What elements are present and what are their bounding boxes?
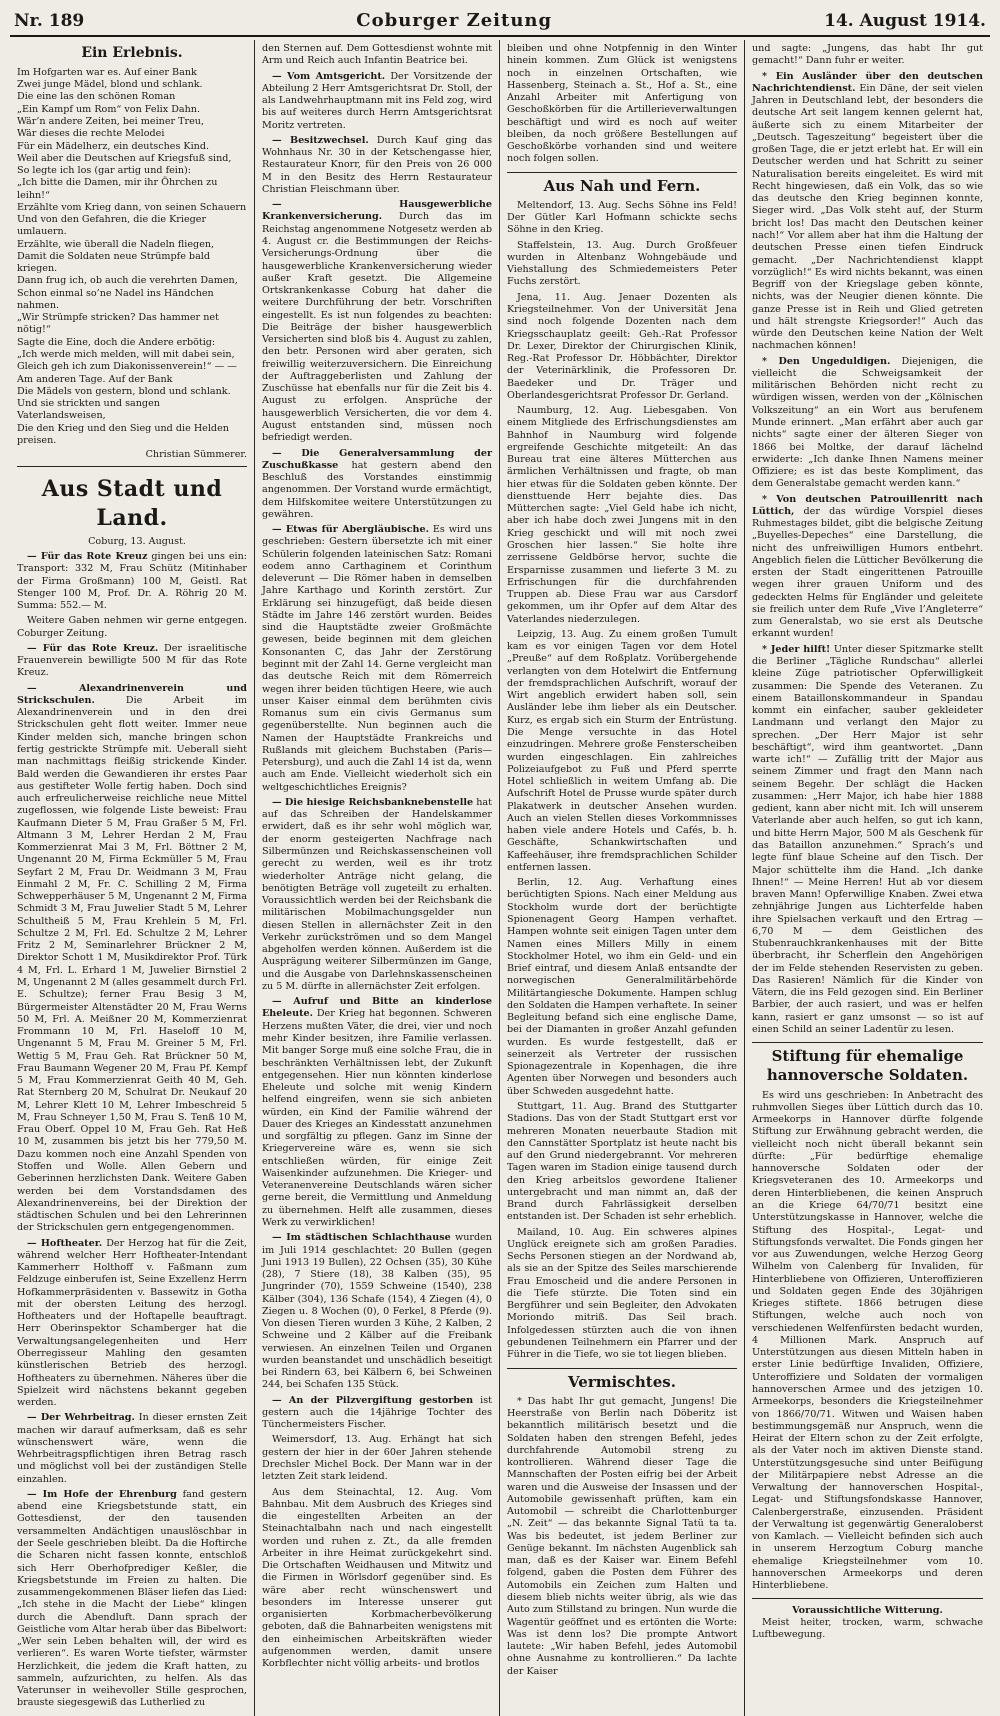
article-paragraph [752, 644, 983, 1037]
article-text: Unter dieser Spitzmarke stellt die Berliner „Tägliche Rundschau“ allerlei kleine Züge patriotischer Opferwilligkeit zusammen: Die Spende des Veteranen. Zu einem Bataillonskommandeur in Spandau kommt ein einfacher, sauber gekleideter Landmann und verlangt den Major zu sprechen. „Der Herr Major ist sehr beschäftigt“, wird ihm geantwortet. „Dann warte ich!“ — Zufällig tritt der Major aus seinem Zimmer und fragt den Mann nach seinem Begehr. Der schlägt die Hacken zusammen: „Herr Major, ich habe hier 1888 gedient, kann aber nicht mit. Ich will unserem Vaterlande aber auch helfen, so gut ich kann, und bitte Herrn Major, 500 M als Geschenk für das Bataillon anzunehmen.“ Sprach’s und legte fünf blaue Scheine auf den Tisch. Der Major schüttelte ihm die Hand. „Ich danke Ihnen!“ — Meine Herren! Hut ab vor diesem braven Mann! Opferwillige Knaben. Zwei etwa zehnjährige Jungen aus Lichterfelde haben ihre Spielsachen verkauft und den Ertrag — 6,70 M — dem Geistlichen des Stubenrauchkrankenhauses mit der Bitte überbracht, ihr Scherflein den Angehörigen der im Felde stehenden Reservisten zu geben. Das Rasieren! Nämlich für die Kinder von Vätern, die ins Feld gezogen sind. Ein Berliner Barbier, der auch rasiert, und was er helfen kann, rasiert er ganz umsonst — so ist auf einen Schild an seiner Ladentür zu lesen. [752, 643, 983, 1035]
article-heading: * Den Ungeduldigen. [762, 355, 891, 367]
article-heading: * Jeder hilft! [762, 643, 831, 655]
poem-line: Im Hofgarten war es. Auf einer Bank [17, 66, 197, 78]
article-paragraph: bleiben und ohne Notpfennig in den Winter hinein kommen. Zum Glück ist wenigstens noch in einzelnen Ortschaften, wie Hassenberg, Steinach a. St., Hof a. St., eine Anzahl Arbeiter mit Anfertigung von Geschoßkörben für die Artillerieverwaltungen beschäftigt und wird es noch auf weiter bleiben, da noch größere Bestellungen auf Geschoßkörbe vorhanden sind und weitere noch folgen sollen. [507, 43, 737, 165]
poem-line: Dann frug ich, ob auch die verehrten Damen, [17, 275, 238, 287]
article-heading: — Im städtischen Schlachthause [272, 1232, 451, 1244]
poem-line: Und sie strickten und sangen Vaterlandsweisen, [17, 398, 160, 422]
article-text: Es wird uns geschrieben: Gestern übersetzte ich mit einer Schülerin folgenden lateinischen Satz: Romani eodem anno Carthaginem et Corinthum deleverunt — Die Römer haben in demselben Jahre Karthago und Korinth zerstört. Zur Erklärung sei hinzugefügt, daß beide diesen Städte im Jahre 146 zerstört wurden. Beides sind die Hauptstädte zweier Großmächte gewesen, beide beginnen mit dem gleichen Konsonanten C, das Jahr der Zerstörung beginnt mit der Zahl 14. Gerne vergleicht man das deutsche Reich mit dem Römerreich wegen ihrer beiden tüchtigen Heere, wie auch unser Kaiser einmal dem berühmten civis Romanus sum ein civis Germanus sum gegenüberstellte. Nun beginnen auch die Namen der Hauptstädte Frankreichs und Rußlands mit gleichem Buchstaben (Paris—Petersburg), und auch die Zahl 14 ist da, wenn auch am Ende. Vielleicht wiederholt sich ein weltgeschichtliches Ereignis? [262, 524, 492, 793]
article-text: Der Herzog hat für die Zeit, während welcher Herr Hoftheater-Intendant Kammerherr Holthoff v. Faßmann zum Feldzuge einberufen ist, Seine Exzellenz Herrn Hofkammerpräsidenten v. Bassewitz in Gotha mit der obersten Leitung des herzogl. Hoftheaters und der Hoftapelle beauftragt. Herr Oberinspektor Schamberger hat die Verwaltungsangelegenheiten und Herr Oberregisseur Mahling den gesamten künstlerischen Betrieb des herzogl. Hoftheaters zu übernehmen. Näheres über die Spielzeit wird nächstens bekannt gegeben werden. [17, 1237, 247, 1409]
poem [17, 67, 247, 462]
article-paragraph [17, 683, 247, 1235]
article-paragraph: Berlin, 12. Aug. Verhaftung eines berüchtigten Spions. Nach einer Meldung aus Stockholm wurde dort der berüchtigte Spionenagent Georg Hampen verhaftet. Hampen wohnte seit einigen Tagen unter dem Namen eines Millers Milly in einem Stockholmer Hotel, wo ihm ein Geld- und ein Brief eintraf, und diesem Anlaß entsandte der norwegischen Generalmilitärbehörde Militärtangiesche Dokumente. Hampen schlug den Soldaten die Hampen verhaftete. In seiner Begleitung befand sich eine englische Dame, bei der Diamanten in großer Anzahl gefunden wurden. Es wurde festgestellt, daß er seinerzeit als Vertreter der russischen Spionagezentrale in Kopenhagen, die ihre Agenten über Norwegen und besonders auch über Schweden ausgedehnt hatte. [507, 877, 737, 1097]
poem-line: Sagte die Eine, doch die Andere erbötig: [17, 336, 216, 348]
article-text: gingen bei uns ein: Transport: 332 M, Frau Schütz (Mitinhaber der Firma Großmann) 100 M, Geistl. Rat Stenger 100 M, Prof. Dr. A. Röhrig 20 M. Summa: 552.— M. [17, 550, 247, 612]
article-paragraph: Stuttgart, 11. Aug. Brand des Stuttgarter Stadions. Das von der Stadt Stuttgart erst vor mehreren Monaten neuerbaute Stadion mit den Cannstätter Sportplatz ist heute nacht bis auf den Grund niedergebrannt. Vor mehreren Tagen waren im Stadion einige tausend durch den Krieg arbeitslos gewordene Italiener untergebracht und man nimmt an, daß der Brand durch Fahrlässigkeit derselben entstanden ist. Der Schaden ist sehr erheblich. [507, 1100, 737, 1223]
poem-line: Wär dieses die rechte Melodei [17, 128, 165, 140]
poem-author: Christian Sümmerer. [145, 449, 247, 461]
article-paragraph: Staffelstein, 13. Aug. Durch Großfeuer wurden in Altenbanz Wohngebäude und Viehstallung des Schmiedemeisters Peter Fuchs zerstört. [507, 239, 737, 288]
divider [17, 466, 247, 467]
article-text: Die Arbeit im Alexandrinenverein und in den drei Strickschulen geht flott weiter. Immer neue Kinder melden sich, manche bringen schon fertig gestrickte Strümpfe mit. Ueberall sieht man nachmittags fleißig strickende Kinder. Bald werden die Gewandieren ihr erstes Paar aus gestifteter Wolle fertig haben. Doch sind auch erfreulicherweise reichliche neue Mittel zugeflossen, wie folgende Liste beweist: Frau Kaufmann Dieter 5 M, Frau Graßer 5 M, Frl. Altmann 3 M, Lehrer Herdan 2 M, Frau Kommerzienrat Mai 3 M, Frl. Böttner 2 M, Ungenannt 20 M, Firma Eckmüller 5 M, Frau Seyfart 2 M, Frau Dr. Weidmann 3 M, Frau Einmahl 2 M, Fr. C. Schilling 2 M, Firma Schwepperhäuser 5 M, Ungenannt 2 M, Firma Schmidt 3 M, Frau Juwelier Stadt 5 M, Lehrer Schultheiß 5 M, Frau Krehlein 5 M, Frl. Schultze 2 M, Frl. Ed. Schultze 2 M, Lehrer Fritz 2 M, Seminarlehrer Brückner 2 M, Direktor Schott 1 M, Musikdirektor Prof. Türk 4 M, Frl. L. Erhard 1 M, Juwelier Birnstiel 2 M, Ungenannt 2 M (alles gesammelt durch Frl. E. Schultze); ferner Frau Besig 3 M, Bürgermeister Altenstädter 20 M, Frau Werns 50 M, Frl. A. Meißner 20 M, Kommerzienrat Frommann 10 M, Frl. Haseloff 10 M, Ungenannt 5 M, Frau M. Greiner 5 M, Frl. Wettig 5 M, Frau Geh. Rat Brückner 50 M, Frau Baumann Wegener 20 M, Frau Pf. Kempf 5 M, Frau Kommerzienrat Geith 40 M, Geh. Rat Sternberg 20 M, Schulrat Dr. Neukauf 20 M, Lehrer Klett 10 M, Lehrer Imbeschreid 5 M, Frau Schneyer 1,50 M, Frau S. Tenß 10 M, Frau Oberf. Oppel 10 M, Frau Geh. Rat Heß 10 M, zusammen bis jetzt bis her 779,50 M. Dazu kommen noch eine Anzahl Spenden von Stoffen und Wolle. Allen Gebern und Geberinnen herzlichsten Dank. Weitere Gaben werden bei dem Vorstandsdamen des Alexandrinenvereins, bei der Direktion der städtischen Schulen und bei den Lehrerinnen der Strickschulen gern entgegengenommen. [17, 694, 247, 1234]
poem-line: „Wir Strümpfe stricken? Das hammer net nötig!“ [17, 312, 219, 336]
masthead [10, 8, 990, 37]
poem-line: „Ich bitte die Damen, mir ihr Öhrchen zu leihn!“ [17, 177, 218, 201]
divider [752, 1598, 983, 1599]
columns [10, 40, 990, 1709]
article-paragraph [752, 71, 983, 353]
article-text: Der Vorsitzende der Abteilung 2 Herr Amtsgerichtsrat Dr. Stoll, der als Landwehrhauptmann mit ins Feld zog, wird bis auf weiteres durch Herrn Amtsgerichtsrat Moritz vertreten. [262, 70, 492, 131]
article-paragraph [262, 1395, 492, 1432]
column-3 [500, 40, 745, 1716]
article-text: Ein Däne, der seit vielen Jahren in Deutschland lebt, der besonders die deutsche Art seit langem kennen gelernt hat, äußerte sich zu einem Mitarbeiter der „Deutsch. Tageszeitung“ begeistert über die großen Tage, die er jetzt erlebt hat. Er will ein Deutscher werden und hat Schritt zu seiner Naturalisation bereits eingeleitet. Es wird mit Recht hingewiesen, daß ein Volk, das so wie das deutsche den Krieg beginnen konnte, Sieger wird. „Das Volk steht auf, der Sturm bricht los! Das macht den Deutschen keiner nach!“ Vor allem aber hat ihm die Haltung der deutschen Presse einen tiefen Eindruck gemacht. „Der Nachrichtendienst klappt vorzüglich!“ Es wird nichts bekannt, was einen Begriff von der Kriegslage geben könnte, nichts, was der Neugier dienen könnte. Die ganze Presse ist in Reih und Glied getreten und hält strengste Kriegsorder!“ Auch das würde den Deutschen keine Nation der Welt nachmachen können! [752, 82, 983, 352]
article-paragraph [17, 1238, 247, 1410]
article-heading: — Die hiesige Reichsbanknebenstelle [272, 796, 474, 808]
article-paragraph: Weimersdorf, 13. Aug. Erhängt hat sich gestern der hier in der 60er Jahren stehende Drechsler Michel Bock. Der Mann war in der letzten Zeit stark leidend. [262, 1434, 492, 1483]
poem-line: Weil aber die Deutschen auf Kriegsfuß sind, [17, 152, 232, 164]
poem-line: Die den Krieg und den Sieg und die Helden preisen. [17, 422, 229, 446]
article-paragraph [262, 1232, 492, 1391]
article-paragraph: * Das habt Ihr gut gemacht, Jungens! Die Heerstraße von Berlin nach Döberitz ist bekanntlich militärisch besetzt und die Soldaten haben den strengen Befehl, jedes durchfahrende Automobil streng zu kontrollieren. Während dieser Tage die Mannschaften der Posten eifrig bei der Arbeit waren und die Ausweise der Insassen und der Automobile gewissenhaft prüften, kam ein Automobil — schreibt die Charlottenburger „N. Zeit“ — das bekannte Signal Tatü ta ta. Was bis bedeutet, ist jedem Berliner zur Genüge bekannt. Im nächsten Augenblick sah man, daß es der Kaiser war. Einem Befehl folgend, gaben die Posten dem Führer des Automobils ein Zeichen zum Halten und diesem blieb nichts weiter übrig, als wie das Auto zum Stillstand zu bringen. Nun wurde die Wagentür geöffnet und es ertönten die Worte: Was ist denn los? Die prompte Antwort lautete: „Wir haben Befehl, jedes Automobil ohne Ausnahme zu kontrollieren.“ Da lachte der Kaiser [507, 1395, 737, 1677]
article-paragraph: Mailand, 10. Aug. Ein schweres alpines Unglück ereignete sich am großen Paradies. Sechs Personen stiegen an der Nordwand ab, als sie an der Spitze des Seiles marschierende Frau Emoscheid und die andere Personen in die Tiefe stürzte. Die Toten sind ein Bergführer und sein Begleiter, den Advokaten Moriondo mitriß. Das Seil brach. Infolgedessen stürzten auch die von ihnen gebundenen Teilnehmern ein Pfarrer und der Führer in die Tiefe, wo sie tot liegen blieben. [507, 1226, 737, 1361]
article-paragraph [262, 135, 492, 196]
article-paragraph [17, 551, 247, 612]
poem-line: Und von den Gefahren, die die Krieger umlauern. [17, 214, 207, 238]
article-paragraph [262, 524, 492, 794]
section-title: Aus Nah und Fern. [507, 172, 737, 196]
article-paragraph [17, 643, 247, 680]
section-title: Vermischtes. [507, 1368, 737, 1392]
newspaper-name: Coburger Zeitung [356, 10, 553, 31]
article-text: Der Krieg hat begonnen. Schweren Herzens mußten Väter, die drei, vier und noch mehr Kinder besitzen, ihre Familie verlassen. Mit banger Sorge muß eine solche Frau, die in beschränkten Verhältnissen lebt, der Zukunft entgegensehen. Hier nun könnten kinderlose Eheleute und solche mit wenig Kindern helfend eingreifen, wenn sie sich anbieten würden, ein Kind der Familie während der Dauer des Krieges an Kindesstatt anzunehmen und sorgfältig zu pflegen. Ganz im Sinne der Kriegervereine wäre es, wenn sie sich entschließen würden, für einige Zeit Waisenkinder aufzunehmen. Die Krieger- und Veteranenvereine Deutschlands wären sicher gerne bereit, die Vermittlung und Anmeldung zu übernehmen. Helft alle zusammen, dieses Werk zu verwirklichen! [262, 1008, 492, 1228]
article-heading: * Ein Ausländer über den deutschen Nachrichtendienst. [752, 70, 983, 94]
article-heading: — Besitzwechsel. [272, 134, 369, 146]
issue-date: 14. August 1914. [824, 11, 986, 31]
poem-line: „Ich werde mich melden, will mit dabei sein, [17, 349, 235, 361]
article-title: Stiftung für ehemalige hannoversche Soldaten. [752, 1042, 983, 1085]
poem-line: Erzählte vom Krieg dann, von seinen Schauern [17, 201, 247, 213]
article-heading: — Hausgewerbliche Krankenversicherung. [262, 199, 492, 223]
poem-line: Wär’n andere Zeiten, bei meiner Treu, [17, 115, 205, 127]
article-text: fand gestern abend eine Kriegsbetstunde statt, ein Gottesdienst, der den tausenden versammelten Andächtigen unauslöschbar in der Seele geschrieben bleibt. Da die Hoftirche die Scharen nicht fassen konnte, entschloß sich Herr Oberhofprediger Keßler, die Kriegsbetstunde im Freien zu halten. Die zusammengekommenen Bläser liefen das Lied: „Ich stehe in die Macht der Liebe“ klingen durch die Abendluft. Dann sprach der Geistliche vom Altar herab über das Bibelwort: „Wer sein Leben behalten will, der wird es verlieren“. Es waren Worte tiefster, wärmster Herzlichkeit, die jedem die Kraft hatten, zu sammeln, aufzurichten, zu helfen. Als das Vaterunser in weihevoller Stille gesprochen, brauste siegesgewiß das Lutherlied zu [17, 1488, 247, 1709]
poem-line: Die eine las den schönen Roman [17, 91, 176, 103]
weather-forecast: Meist heiter, trocken, warm, schwache Luftbewegung. [752, 1616, 983, 1641]
article-heading: — Für das Rote Kreuz. [27, 642, 159, 654]
article-text: der das würdige Vorspiel dieses Ruhmestages bildet, gibt die belgische Zeitung „Buyelles-Depeches“ eine Darstellung, die nicht des unfreiwilligen Humors entbehrt. Angeblich fielen die Lütticher Bevölkerung die ersten der Stadt eingerittenen Patrouille wegen ihrer grauen Uniform und des gedeckten Helms für Engländer und geleitete sie freilich unter dem Rufe „Vive l’Angleterre“ zum Generalstab, wo sie erst als Deutsche erkannt wurden! [752, 505, 983, 640]
article-paragraph: den Sternen auf. Dem Gottesdienst wohnte mit Arm und Reich auch Infantin Beatrice bei. [262, 43, 492, 67]
article-paragraph: Aus dem Steinachtal, 12. Aug. Vom Bahnbau. Mit dem Ausbruch des Krieges sind die eingestellten Arbeiten an der Steinachtalbahn nach und nach eingestellt worden und ruhen z. Zt., da alle fremden Arbeiter in ihre Heimat zurückgekehrt sind. Die Ortschaften Weidhausen und Mitwitz und die Firmen in Wörlsdorf gegenüber sind. Es wäre aber recht wünschenswert und besonders im Interesse unserer gut organisierten Korbmacherbevölkerung geboten, daß die Bahnarbeiten wenigstens mit den einheimischen Arbeitskräften wieder aufgenommen werden, damit unsere Korbflechter nicht völlig arbeits- und brotlos [262, 1486, 492, 1670]
article-heading: — Für das Rote Kreuz [27, 550, 148, 562]
article-heading: — Der Wehrbeitrag. [27, 1412, 135, 1424]
poem-line: Zwei junge Mädel, blond und schlank. [17, 79, 203, 91]
poem-line: Gleich geh ich zum Diakonissenverein!“ — — [17, 361, 237, 373]
article-text: Durch Kauf ging das Wohnhaus Nr. 30 in der Ketschengasse hier, Restaurateur Knorr, für den Preis von 26 000 M in den Besitz des Herrn Restaurateur Christian Fleischmann über. [262, 134, 492, 195]
poem-title: Ein Erlebnis. [81, 45, 183, 61]
column-2 [255, 40, 500, 1716]
poem-line: Am anderen Tage. Auf der Bank [17, 373, 173, 385]
poem-line: Schon einmal so’ne Nadel ins Händchen nahmen. [17, 287, 214, 311]
article-heading: — Die Generalversammlung der Zuschußkasse [262, 447, 492, 471]
article-paragraph: Meltendorf, 13. Aug. Sechs Söhne ins Feld! Der Gütler Karl Hofmann schickte sechs Söhne in den Krieg. [507, 199, 737, 236]
article-text: Diejenigen, die vielleicht die Schweigsamkeit der militärischen Behörden nicht recht zu würdigen wissen, werden von der „Kölnischen Volkszeitung“ an ein Wort aus berufenem Munde erinnert. „Man erfährt aber auch gar nichts“ sagte einer der älteren Sieger von 1866 bei Moltke, der darauf lächelnd erwiderte: „Ich danke Ihnen Namens meiner Offiziere; es ist das beste Kompliment, das dem Generalstabe gemacht werden kann.“ [752, 355, 983, 490]
article-text: hat auf das Schreiben der Handelskammer erwidert, daß es ihr sehr wohl möglich war, der enorm gesteigerten Nachfrage nach Silbermünzen und Reichskassenscheinen voll gerecht zu werden, weil es ihr trotz wiederholter Anträge nicht gelang, die benötigten Beträge voll zugeteilt zu erhalten. Voraussichtlich werden bei der Reichsbank die militärischen Mobilmachungsgelder nun diesen Stellen in allernächster Zeit in den Verkehr zurückströmen und so dem Mangel abgeholfen werden können. Außerdem ist die Ausprägung weiterer Silbermünzen im Gange, und die Ausgabe von Darlehnskassenscheinen zu 5 M. dürfte in allernächster Zeit erfolgen. [262, 796, 492, 992]
article-paragraph [262, 797, 492, 993]
dateline: Coburg, 13. August. [88, 535, 186, 547]
article-paragraph: Jena, 11. Aug. Jenaer Dozenten als Kriegsteilnehmer. Von der Universität Jena sind noch folgende Dozenten nach dem Kriegsschauplatz geeilt: Geh.-Rat Professor Dr. Lexer, Direktor der Chirurgischen Klinik, Reg.-Rat Professor Dr. Höbbächter, Direktor der Veterinärklinik, die Professoren Dr. Baedeker und Dr. Träger und Oberlandesgerichtsrat Professor Dr. Gerland. [507, 291, 737, 401]
article-paragraph [17, 1489, 247, 1710]
poem-line: Für ein Mädelherz, ein deutsches Kind. [17, 140, 210, 152]
article-text: Der israelitische Frauenverein bewilligte 500 M für das Rote Kreuz. [17, 642, 247, 679]
poem-line: „Ein Kampf um Rom“ von Felix Dahn. [17, 103, 201, 115]
article-paragraph: Es wird uns geschrieben: In Anbetracht des ruhmvollen Sieges über Lüttich durch das 10. Armeekorps in Hannover dürfte folgende Stiftung zur Erwähnung gebracht werden, die vielleicht noch nicht überall bekannt sein dürfte: „Für bedürftige ehemalige hannoversche Soldaten oder der Kriegsveteranen des 10. Armeekorps und deren Hinterbliebenen, die keinen Anspruch an die Kriege 64/70/71 besitzt eine Unterstützungskasse in Hannover, welche die Stiftung des Hospital-, Legat- und Stiftungsfonds verwaltet. Die Fonds gingen her vor aus Zuwendungen, welche Herzog Georg Wilhelm von Calenberg für Invaliden, für Hinterbliebene von Offizieren, Unteroffizieren und Soldaten gegen Ende des 30jährigen Krieges stiftete. 1866 betrugen diese Stiftungen, welche auch noch von verschiedenen Welfenfürsten bedacht wurden, 4 Millionen Mark. Anspruch auf Unterstützungen aus diesen Mitteln haben in erster Linie bedürftige Invaliden, Offiziere, Unteroffiziere und Soldaten der vormaligen hannoverschen Armee und des jetzigen 10. Armeekorps, besonders die Kriegsteilnehmer von 1866/70/71. Witwen und Waisen haben bestimmungsgemäß nur Anspruch, wenn die Heirat der Eltern schon zu der Zeit erfolgte, als der Vater noch im aktiven Dienste stand. Unterstützungsgesuche sind unter Beifügung der Militärpapiere nebst Adresse an die Verwaltung der hannoverschen Hospital-, Legat- und Stiftungsfondskasse Hannover, Calenbergerstraße, einzusenden. Präsident der Verwaltung ist gegenwärtig Generaloberst von Kamlach. — Vielleicht befinden sich auch in unserem Herzogtum Coburg manche ehemalige Kriegsteilnehmer vom 10. hannoverschen Armeekorps und deren Hinterbliebene. [752, 1089, 983, 1592]
article-paragraph [262, 199, 492, 444]
article-heading: — Aufruf und Bitte an kinderlose Eheleute. [262, 996, 492, 1020]
article-paragraph: Weitere Gaben nehmen wir gerne entgegen. Coburger Zeitung. [17, 615, 247, 639]
article-paragraph: und sagte: „Jungens, das habt Ihr gut gemacht!“ Dann fuhr er weiter. [752, 43, 983, 67]
article-heading: — Im Hofe der Ehrenburg [27, 1488, 177, 1500]
article-paragraph [752, 494, 983, 641]
column-1 [10, 40, 255, 1716]
article-paragraph: Naumburg, 12. Aug. Liebesgaben. Von einem Mitgliede des Erfrischungsdienstes am Bahnhof in Naumburg wird folgende ergreifende Geschichte mitgeteilt: An das Bureau trat eine älteres Mütterchen aus ärmlichen Verhältnissen und fragte, ob man hier etwas für die Soldaten geben könnte. Der diensttuende Herr bejahte dies. Das Mütterchen sagte: „Viel Geld habe ich nicht, aber ich habe doch zwei Jungens mit in den Krieg geschickt und will mit noch zwei Groschen hier lassen.“ Sie holte ihre zerrissene Geldbörse hervor, suchte die Ersparnisse zusammen und lieferte 3 M. zu Erfrischungen für die durchfahrenden Truppen ab. Diese Frau war aus Carsdorf gekommen, um ihr Opfer auf dem Altar des Vaterlandes niederzulegen. [507, 405, 737, 625]
article-paragraph [262, 71, 492, 132]
article-paragraph [262, 996, 492, 1229]
section-title: Aus Stadt und Land. [41, 476, 223, 531]
article-heading: — Hoftheater. [27, 1237, 103, 1249]
article-heading: — Etwas für Abergläubische. [272, 524, 429, 536]
article-heading: — Alexandrinenverein und Strickschulen. [17, 682, 247, 706]
poem-line: Die Mädels von gestern, blond und schlank. [17, 385, 231, 397]
article-heading: — An der Pilzvergiftung gestorben [272, 1394, 474, 1406]
article-heading: — Vom Amtsgericht. [272, 70, 386, 82]
issue-number: Nr. 189 [14, 11, 85, 31]
article-paragraph [17, 1412, 247, 1486]
weather-forecast-title: Voraussichtliche Witterung. [792, 1604, 943, 1616]
article-paragraph [752, 356, 983, 491]
article-text: Durch das im Reichstag angenommene Notgesetz werden ab 4. August cr. die Bestimmungen der Reichs-Versicherungs-Ordnung über die hausgewerbliche Krankenversicherung wieder außer Kraft gesetzt. Die Allgemeine Ortskrankenkasse Coburg hat daher die weitere Durchführung der betr. Vorschriften eingestellt. Es ist nun folgendes zu beachten: Die Beiträge der bisher hausgewerblich Versicherten sind bloß bis 4. August zu zahlen, den betr. Personen wird aber geraten, sich freiwillig weiterzuversichern. Die Einreichung der Auftraggeberlisten und Zahlung der Zuschüsse hat ebenfalls nur für die Zeit bis 4. August zu erfolgen. Ansprüche der hausgewerblich Versicherten, die vor dem 4. August entstanden sind, müssen noch befriedigt werden. [262, 211, 492, 444]
article-heading: * Von deutschen Patrouillenritt nach Lüttich, [752, 493, 983, 517]
column-4 [745, 40, 990, 1716]
article-paragraph [262, 448, 492, 522]
article-text: hat gestern abend den Beschluß des Vorstandes einstimmig angenommen. Der Vorstand wurde ermächtigt, dem Hilfskomitee weitere Unterstützungen zu gewähren. [262, 459, 492, 520]
article-text: ist gestern auch die 14jährige Tochter des Tünchermeisters Fischer. [262, 1394, 492, 1431]
poem-line: So legte ich los (gar artig und fein): [17, 165, 192, 177]
newspaper-page [10, 8, 990, 1709]
poem-line: Erzählte, wie überall die Nadeln fliegen, [17, 238, 215, 250]
article-paragraph: Leipzig, 13. Aug. Zu einem großen Tumult kam es vor einigen Tagen vor dem Hotel „Preuße“ auf dem Roßplatz. Vorübergehende verlangten von dem Hotelwirt die Entfernung der fremdsprachlichen Aufschrift, worauf der Wirt angeblich erwidert haben soll, sein Ausländer lebe ihm lieber als ein Deutscher. Kurz, es ergab sich ein Sturm der Entrüstung. Die Menge versuchte in das Hotel einzudringen. Mehrere große Fensterscheiben wurden eingeschlagen. Ein zahlreiches Polizeiaufgebot zu Fuß und Pferd sperrte Hotel schließlich in weitem Umfang ab. Die Aufschrift Hotel de Prusse wurde später durch Plakatwerk in deutscher Ansehen wurden. Auch an vielen Stellen dieses Vorkommnisses haben viele andere Hotels und Cafés, b. h. Geschäfte, Schankwirtschaften und Kaffeehäuser, ihre fremdsprachlichen Schilder entfernen lassen. [507, 628, 737, 873]
poem-line: Damit die Soldaten neue Strümpfe bald kriegen. [17, 250, 210, 275]
article-text: In dieser ernsten Zeit machen wir darauf aufmerksam, daß es sehr wünschenswert wäre, wenn die Wehrbeitragspflichtigen ihren Betrag rasch und möglichst voll bei der zuständigen Stelle einzahlen. [17, 1412, 247, 1485]
article-text: wurden im Juli 1914 geschlachtet: 20 Bullen (gegen Juni 1913 19 Bullen), 22 Ochsen (35), 30 Kühe (28), 7 Stiere (18), 38 Kalben (35), 95 Jungrinder (70), 1559 Schweine (1540), 238 Kälber (304), 136 Schafe (154), 4 Ziegen (4), 0 Ziegen u. 8 Wochen (0), 0 Ferkel, 8 Pferde (9). Von diesen Tieren wurden 3 Kühe, 2 Kalben, 2 Schweine und 2 Kälber auf die Freibank verwiesen. An einzelnen Teilen und Organen wurden beanstandet und unschädlich beseitigt bei Rindern 63, bei Kälbern 6, bei Schweinen 244, bei Schafen 135 Stück. [262, 1232, 492, 1391]
